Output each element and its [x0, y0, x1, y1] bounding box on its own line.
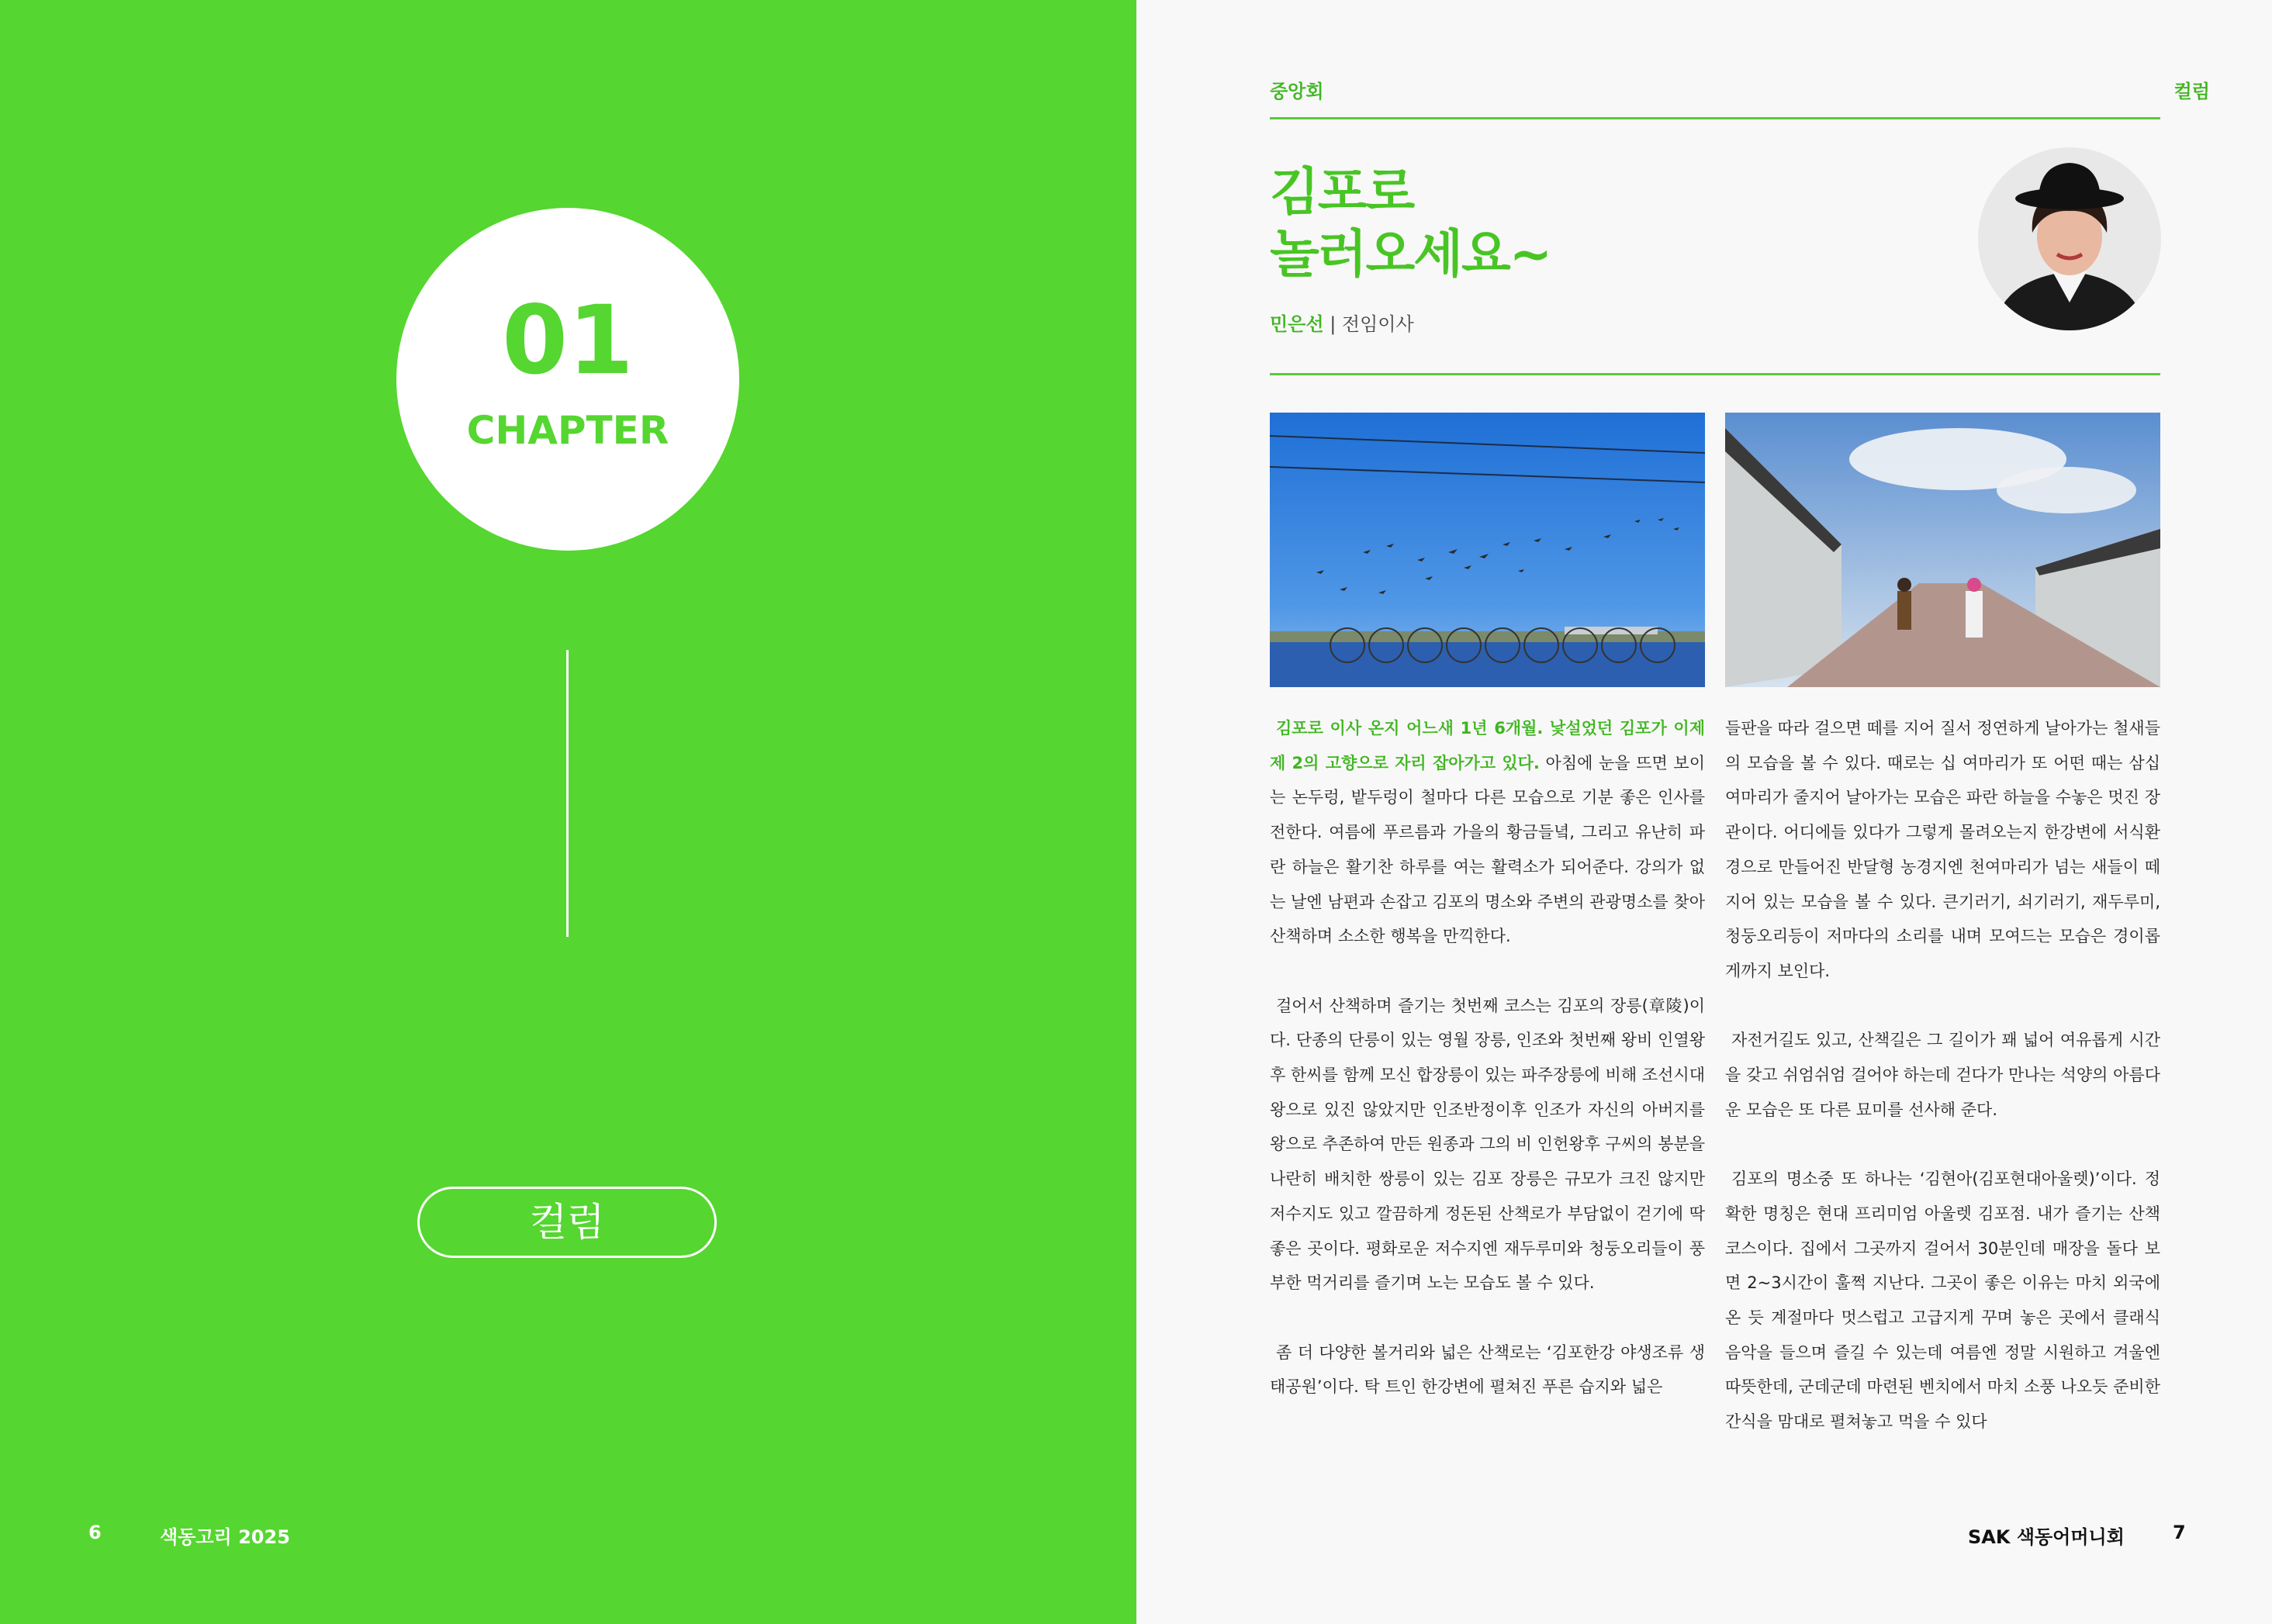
article-title-line1: 김포로	[1270, 162, 1414, 222]
author-portrait	[1978, 147, 2161, 330]
left-page-number: 6	[88, 1522, 102, 1543]
section-label-pill: 컬럼	[417, 1187, 717, 1258]
hanok-walkway-photo	[1725, 413, 2160, 687]
paragraph-1	[1270, 711, 1705, 954]
author-name: 민은선	[1270, 313, 1324, 335]
chapter-number: 01	[502, 285, 634, 396]
paragraph-3: 좀 더 다양한 볼거리와 넓은 산책로는 ‘김포한강 야생조류 생태공원’이다. 탁 트인 한강변에 펼쳐진 푸른 습지와 넓은	[1270, 1342, 1705, 1397]
header-category: 중앙회	[1270, 81, 1324, 102]
left-footer-title: 색동고리 2025	[160, 1526, 290, 1548]
article-column-1	[1270, 711, 1705, 1439]
paragraph-2: 걸어서 산책하며 즐기는 첫번째 코스는 김포의 장릉(章陵)이다. 단종의 단릉이 있는 영월 장릉, 인조와 첫번째 왕비 인열왕후 한씨를 함께 모신 합장릉이 있는 파주장릉에 비해 조선시대 왕으로 있진 않았지만 인조반정이후 인조가 자신의 아버지를 왕으로 추존하여 만든 원종과 그의 비 인헌왕후 구씨의 봉분을 나란히 배치한 쌍릉이 있는 김포 장릉은 규모가 크진 않지만 저수지도 있고 깔끔하게 정돈된 산책로가 부담없이 걷기에 딱 좋은 곳이다. 평화로운 저수지엔 재두루미와 청둥오리들이 풍부한 먹거리를 즐기며 노는 모습도 볼 수 있다.	[1270, 996, 1705, 1293]
chapter-word: CHAPTER	[466, 408, 669, 453]
article-column-2	[1725, 711, 2160, 1474]
author-role: 전임이사	[1341, 313, 1414, 335]
byline	[1270, 309, 1414, 336]
paragraph-4: 들판을 따라 걸으면 떼를 지어 질서 정연하게 날아가는 철새들의 모습을 볼 수 있다. 때로는 십 여마리가 또 어떤 때는 삼십 여마리가 줄지어 날아가는 모습은 파란 하늘을 수놓은 멋진 장관이다. 어디에들 있다가 그렇게 몰려오는지 한강변에 서식환경으로 만들어진 반달형 농경지엔 천여마리가 넘는 새들이 떼지어 있는 모습을 볼 수 있다. 큰기러기, 쇠기러기, 재두루미, 청둥오리등이 저마다의 소리를 내며 모여드는 모습은 경이롭게까지 보인다.	[1725, 719, 2160, 980]
article-title	[1270, 161, 1551, 285]
paragraph-6: 김포의 명소중 또 하나는 ‘김현아(김포현대아울렛)’이다. 정확한 명칭은 현대 프리미엄 아울렛 김포점. 내가 즐기는 산책 코스이다. 집에서 그곳까지 걸어서 30분인데 매장을 돌다 보면 2~3시간이 훌쩍 지난다. 그곳이 좋은 이유는 마치 외국에 온 듯 계절마다 멋스럽고 고급지게 꾸며 놓은 곳에서 클래식 음악을 들으며 즐길 수 있는데 여름엔 정말 시원하고 겨울엔 따뜻한데, 군데군데 마련된 벤치에서 마치 소풍 나오듯 준비한 간식을 맘대로 펼쳐놓고 먹을 수 있다	[1725, 1170, 2160, 1432]
chapter-badge	[396, 208, 739, 551]
lead-highlight: 김포로 이사 온지 어느새 1년 6개월. 낯설었던 김포가 이제 제 2의 고향으로 자리 잡아가고 있다.	[1270, 719, 1705, 772]
paragraph-1-body: 아침에 눈을 뜨면 보이는 논두렁, 밭두렁이 철마다 다른 모습으로 기분 좋은 인사를 전한다. 여름에 푸르름과 가을의 황금들녘, 그리고 유난히 파란 하늘은 활기찬 하루를 여는 활력소가 되어준다. 강의가 없는 날엔 남편과 손잡고 김포의 명소와 주변의 관광명소를 찾아 산책하며 소소한 행복을 만끽한다.	[1270, 753, 1705, 946]
right-page-number: 7	[2173, 1522, 2186, 1543]
paragraph-5: 자전거길도 있고, 산책길은 그 길이가 꽤 넓어 여유롭게 시간을 갖고 쉬엄쉬엄 걸어야 하는데 걷다가 만나는 석양의 아름다운 모습은 또 다른 묘미를 선사해 준다.	[1725, 1031, 2160, 1119]
vertical-divider	[566, 650, 569, 937]
migratory-birds-photo	[1270, 413, 1705, 687]
byline-separator: |	[1323, 313, 1342, 335]
title-rule	[1270, 373, 2160, 375]
article-page	[1136, 0, 2272, 1624]
header-section: 컬럼	[2173, 81, 2210, 102]
article-title-line2: 놀러오세요~	[1270, 224, 1551, 284]
header-rule	[1270, 117, 2160, 119]
right-footer-org: SAK 색동어머니회	[1968, 1526, 2125, 1548]
